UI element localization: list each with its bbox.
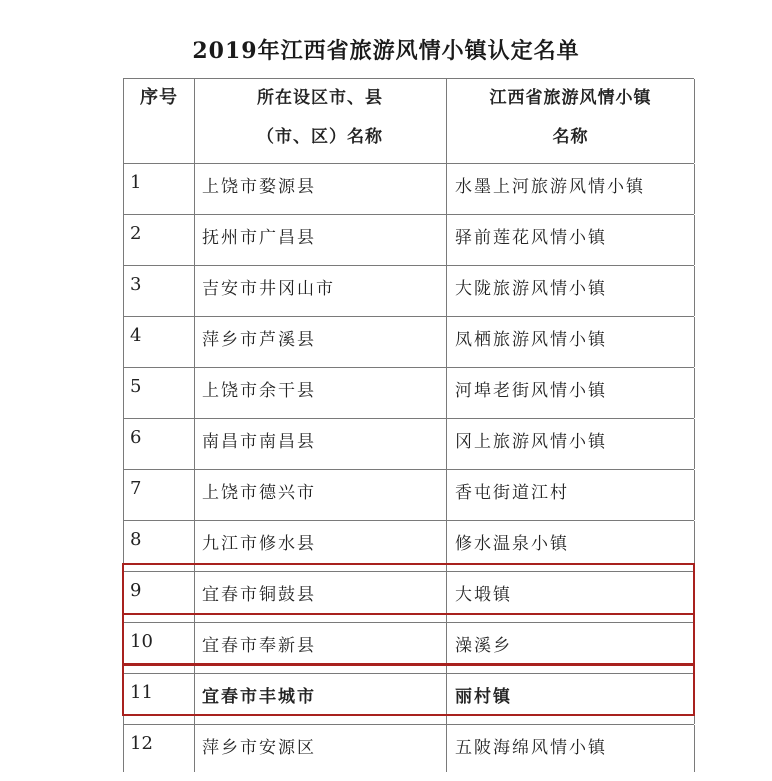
- row-serial: 11: [130, 682, 153, 703]
- row-area: 萍乡市安源区: [202, 738, 316, 758]
- table-row: [123, 572, 694, 623]
- row-town: 驿前莲花风情小镇: [455, 228, 607, 248]
- row-serial: 1: [130, 172, 142, 193]
- row-serial: 7: [130, 478, 142, 499]
- table-row: [123, 725, 694, 772]
- row-town: 水墨上河旅游风情小镇: [455, 177, 645, 197]
- row-serial: 2: [130, 223, 142, 244]
- header-area: 所在设区市、县 （市、区）名称: [194, 79, 447, 163]
- row-area: 宜春市丰城市: [202, 687, 316, 707]
- row-serial: 10: [130, 631, 153, 652]
- header-serial: 序号: [123, 79, 195, 163]
- row-serial: 5: [130, 376, 142, 397]
- table-row: [123, 419, 694, 470]
- row-town: 修水温泉小镇: [455, 534, 569, 554]
- row-serial: 6: [130, 427, 142, 448]
- row-town: 澡溪乡: [455, 636, 512, 656]
- table-row: [123, 521, 694, 572]
- row-area: 南昌市南昌县: [202, 432, 316, 452]
- row-area: 上饶市余干县: [202, 381, 316, 401]
- row-serial: 4: [130, 325, 142, 346]
- table-row: [123, 623, 694, 674]
- row-town: 冈上旅游风情小镇: [455, 432, 607, 452]
- table-row: [123, 368, 694, 419]
- page-title: 2019年江西省旅游风情小镇认定名单: [192, 38, 580, 64]
- row-serial: 3: [130, 274, 142, 295]
- row-area: 上饶市德兴市: [202, 483, 316, 503]
- row-serial: 12: [130, 733, 153, 754]
- table-row: [123, 674, 694, 725]
- row-town: 五陂海绵风情小镇: [455, 738, 607, 758]
- table-row: [123, 164, 694, 215]
- row-town: 大陇旅游风情小镇: [455, 279, 607, 299]
- row-area: 抚州市广昌县: [202, 228, 316, 248]
- row-serial: 8: [130, 529, 142, 550]
- row-area: 九江市修水县: [202, 534, 316, 554]
- table-row: [123, 215, 694, 266]
- row-town: 河埠老街风情小镇: [455, 381, 607, 401]
- row-area: 宜春市奉新县: [202, 636, 316, 656]
- row-town: 香屯街道江村: [455, 483, 569, 503]
- table-row: [123, 266, 694, 317]
- row-serial: 9: [130, 580, 142, 601]
- row-area: 吉安市井冈山市: [202, 279, 335, 299]
- table-row: [123, 317, 694, 368]
- table-row: [123, 470, 694, 521]
- header-town: 江西省旅游风情小镇 名称: [447, 79, 695, 163]
- row-area: 宜春市铜鼓县: [202, 585, 316, 605]
- row-town: 凤栖旅游风情小镇: [455, 330, 607, 350]
- towns-table: [123, 78, 694, 772]
- row-town: 丽村镇: [455, 687, 512, 707]
- row-area: 上饶市婺源县: [202, 177, 316, 197]
- table-header-row: [123, 78, 694, 164]
- row-town: 大塅镇: [455, 585, 512, 605]
- row-area: 萍乡市芦溪县: [202, 330, 316, 350]
